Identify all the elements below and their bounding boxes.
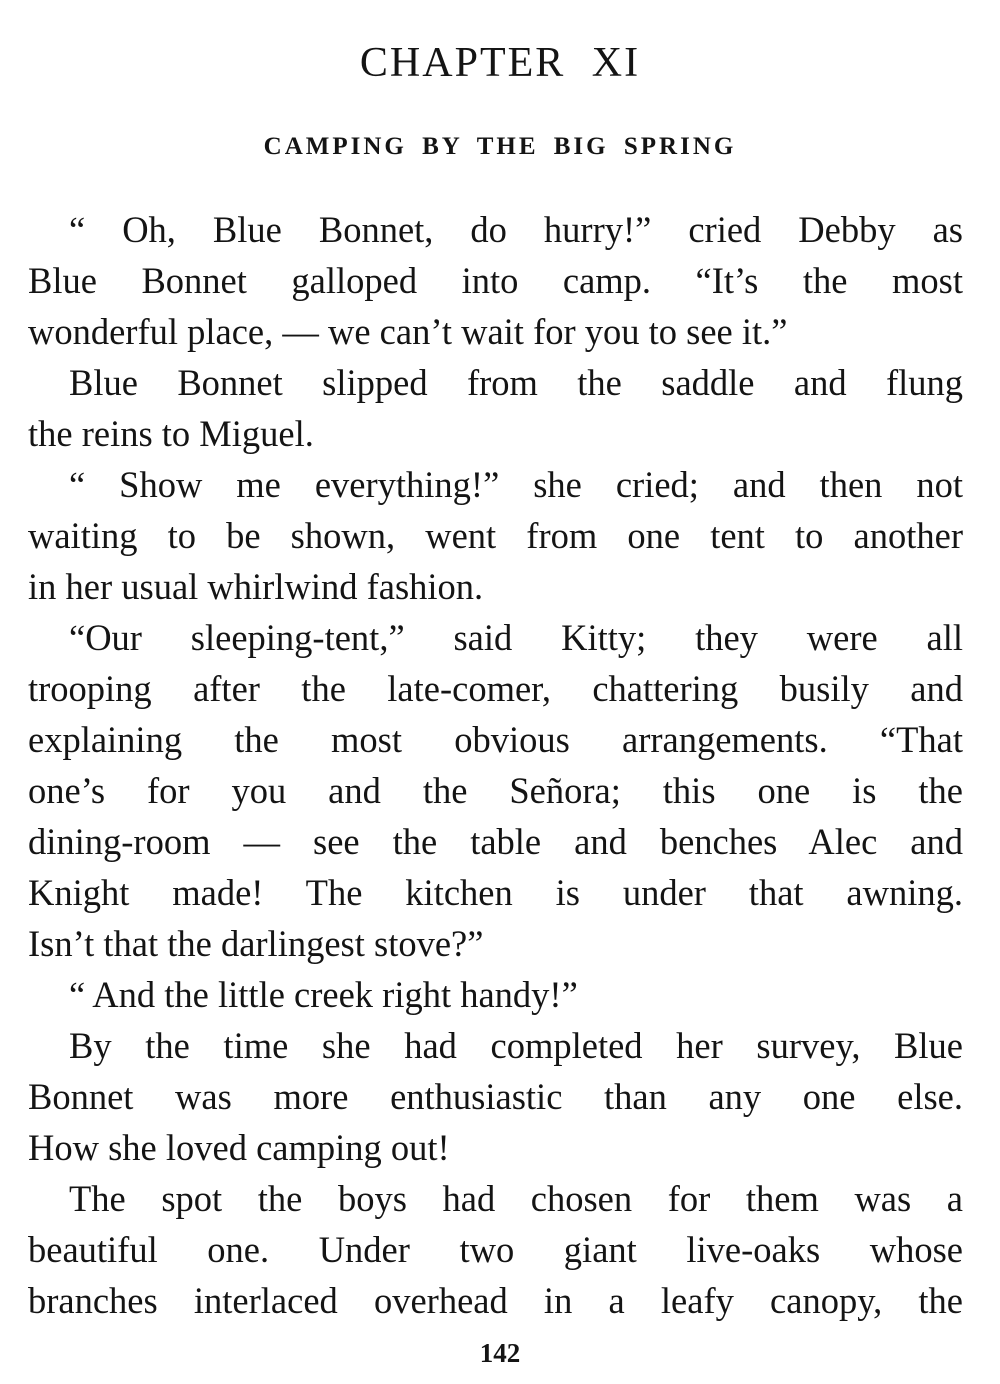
text-line: explaining the most obvious arrangements. “That (28, 719, 963, 760)
text-line: waiting to be shown, went from one tent to another (28, 515, 963, 556)
text-line: “ Oh, Blue Bonnet, do hurry!” cried Debby as (69, 209, 963, 250)
text-line: Knight made! The kitchen is under that awning. (28, 872, 963, 913)
text-line: The spot the boys had chosen for them was a (69, 1178, 963, 1219)
text-line: Isn’t that the darlingest stove?” (28, 923, 484, 964)
text-line: the reins to Miguel. (28, 413, 314, 454)
text-line: Blue Bonnet slipped from the saddle and flung (69, 362, 963, 403)
text-line: trooping after the late-comer, chattering busily and (28, 668, 963, 709)
text-line: one’s for you and the Señora; this one is the (28, 770, 963, 811)
text-line: How she loved camping out! (28, 1127, 450, 1168)
text-line: wonderful place, — we can’t wait for you to see it.” (28, 311, 788, 352)
text-line: in her usual whirlwind fashion. (28, 566, 484, 607)
text-line: branches interlaced overhead in a leafy canopy, the (28, 1280, 963, 1321)
text-line: Bonnet was more enthusiastic than any one else. (28, 1076, 963, 1117)
text-line: dining-room — see the table and benches Alec and (28, 821, 963, 862)
chapter-body-text (28, 204, 963, 1326)
text-line: “ Show me everything!” she cried; and then not (69, 464, 963, 505)
chapter-title: CHAPTER XI (359, 40, 641, 86)
page-number: 142 (479, 1338, 521, 1368)
text-line: By the time she had completed her survey, Blue (69, 1025, 963, 1066)
chapter-subtitle: CAMPING BY THE BIG SPRING (263, 133, 737, 160)
text-line: Blue Bonnet galloped into camp. “It’s the most (28, 260, 963, 301)
text-line: beautiful one. Under two giant live-oaks whose (28, 1229, 963, 1270)
text-line: “Our sleeping-tent,” said Kitty; they were all (69, 617, 963, 658)
text-line: “ And the little creek right handy!” (69, 974, 578, 1015)
